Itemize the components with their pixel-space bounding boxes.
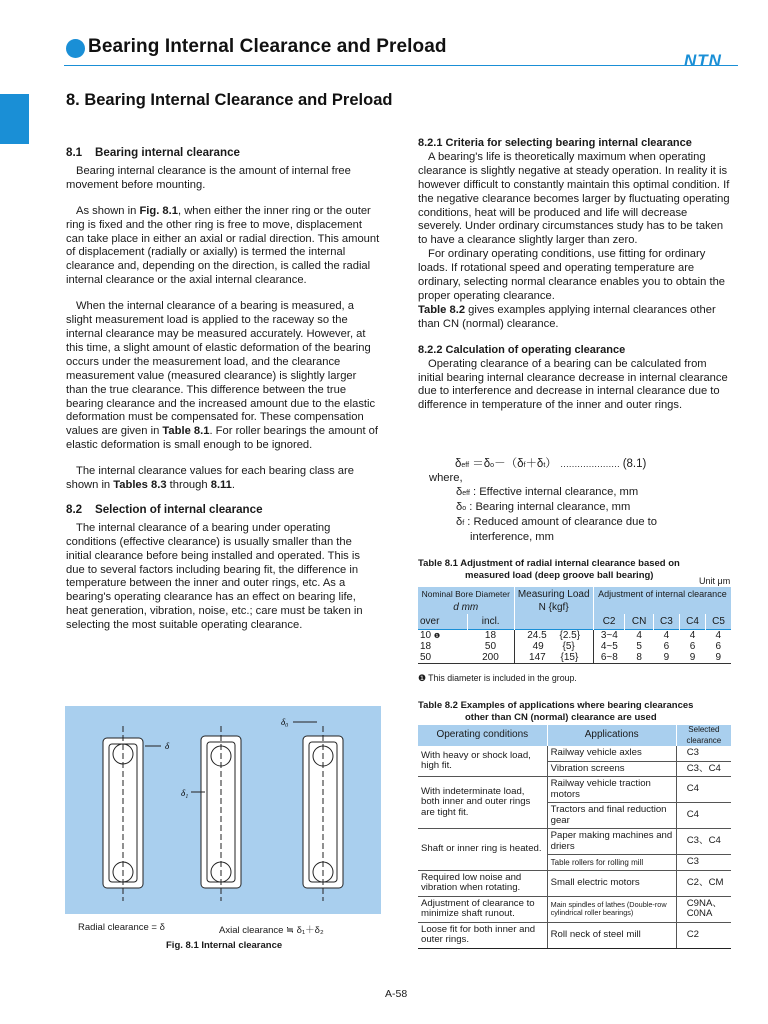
chapter-title: 8. Bearing Internal Clearance and Preload <box>66 91 393 109</box>
table-row: Table rollers for rolling mill C3 <box>418 855 731 871</box>
table-row: Shaft or inner ring is heated. Paper making machines and driers C3、C4 <box>418 829 731 855</box>
axial-caption: Axial clearance ≒ δ₁＋δ₂ <box>219 925 324 936</box>
page-header <box>64 36 738 66</box>
figure-title: Fig. 8.1 Internal clearance <box>166 940 283 951</box>
header-title: Bearing Internal Clearance and Preload <box>88 36 447 57</box>
bearing-diagram <box>65 706 381 914</box>
section-heading-8-2-2: 8.2.2 Calculation of operating clearance <box>418 343 626 356</box>
table-reference[interactable]: Table 8.2 <box>418 303 466 316</box>
paragraph: Bearing internal clearance is the amount of internal free movement before mounting. <box>66 164 351 191</box>
section-heading-8-2: 8.2 Selection of internal clearance <box>66 502 263 516</box>
radial-caption: Radial clearance = δ <box>78 922 165 933</box>
table-row: Loose fit for both inner and outer rings. Roll neck of steel mill C2 <box>418 922 731 948</box>
table-8-1-caption: Table 8.1 Adjustment of radial internal clearance based on measured load (deep groove ball bearing) <box>418 558 680 581</box>
label-delta1: δ₁ <box>181 788 189 798</box>
label-delta: δ <box>165 741 170 751</box>
formula-8-1: δeff ＝δo－（δf＋δt） ………………… (8.1) <box>455 458 647 470</box>
table-row: Vibration screens C3、C4 <box>418 761 731 777</box>
page-number: A-58 <box>385 988 408 1000</box>
table-reference[interactable]: 8.11 <box>210 479 232 492</box>
label-delta0: δ₀ <box>281 717 289 727</box>
section-heading-8-1: 8.1 Bearing internal clearance <box>66 146 240 159</box>
bullet-dot-icon <box>66 39 85 58</box>
left-column <box>66 146 380 633</box>
table-8-2: Operating conditions Applications Selected clearance With heavy or shock load, high fit. Railway vehicle axles C3 Vibration screens C3、C4 With indeterminate load, both inner and outer rings are tight fit. Railway vehicle traction motors C4 Tractors and final reduction gear C4 Shaft or inner ring is heated. Paper making machines and driers C3、C4 Table rollers for rolling mill C3 Required low noise and vibration when rotating. Small electric motors C2、CM Adjustment of clearance to minimize shaft runout. Main spindles of lathes (Double-row cylindrical roller bearings) C9NA、C0NA Loose fit for both inner and outer rings. Roll neck of steel mill C2 <box>418 725 731 949</box>
section-heading-8-2-1: 8.2.1 Criteria for selecting bearing internal clearance <box>418 137 692 149</box>
right-column <box>418 137 732 413</box>
paragraph: Table 8.2 gives examples applying internal clearances other than CN (normal) clearance. <box>418 303 716 330</box>
table-reference[interactable]: Table 8.1 <box>162 425 210 438</box>
paragraph: As shown in Fig. 8.1, when either the inner ring or the outer ring is fixed and the other ring is free to move, displacement can take place in either an axial or radial direction. This amount of displacement (radially or axially) is termed the internal clearance and, depending on the direction, is called the radial internal clearance or the axial internal clearance. <box>66 204 380 287</box>
figure-internal-clearance <box>65 706 381 914</box>
table-8-1-note: ❶ This diameter is included in the group. <box>418 673 577 683</box>
paragraph: Operating clearance of a bearing can be calculated from initial bearing internal clearance decrease in internal clearance due to interference and decrease in internal clearance due to difference in temperature of the inner and outer rings. <box>418 357 728 412</box>
paragraph: The internal clearance values for each bearing class are shown in Tables 8.3 through 8.11. <box>66 465 354 492</box>
section-tab <box>0 94 29 144</box>
table-row: 50 200 147 {15} 6~8 8 9 9 9 <box>418 652 731 664</box>
table-row: 18 50 49 {5} 4~5 5 6 6 6 <box>418 641 731 652</box>
table-row: With heavy or shock load, high fit. Railway vehicle axles C3 <box>418 746 731 761</box>
paragraph: A bearing's life is theoretically maximum when operating clearance is slightly negative at steady operation. In reality it is however difficult to constantly maintain this optimal condition. If the negative clearance becomes larger by fluctuating operating conditions, heat will be produced and life will decrease severely. Under ordinary circumstances study has to be taken to have a clearance slightly larger than zero. <box>418 150 730 247</box>
table-row: Tractors and final reduction gear C4 <box>418 803 731 829</box>
table-row: 10 ❶ 18 24.5 {2.5} 3~4 4 4 4 4 <box>418 629 731 641</box>
figure-captions <box>78 922 378 936</box>
paragraph: When the internal clearance of a bearing is measured, a slight measurement load is applied to the raceway so the internal clearance may be measured accurately. However, at this time, a slight amount of elastic deformation of the bearing occurs under the measurement load, and the clearance measurement value (measured clearance) is slightly larger than the true clearance. This difference between the true bearing clearance and the increased amount due to the elastic deformation must be compensated for. These compensation values are given in Table 8.1. For roller bearings the amount of elastic deformation is small enough to be ignored. <box>66 300 378 452</box>
table-row: With indeterminate load, both inner and outer rings are tight fit. Railway vehicle traction motors C4 <box>418 777 731 803</box>
table-8-1: Nominal Bore Diameter Measuring Load Adjustment of internal clearance d mm N {kgf} over incl. C2 CN C3 C4 C5 10 ❶ 18 24.5 {2.5} 3~4 4 4 4 4 18 50 49 {5} 4~5 5 6 6 6 50 200 147 {15} 6~8 8 9 9 9 <box>418 587 731 664</box>
paragraph: The internal clearance of a bearing under operating conditions (effective clearance) is usually smaller than the initial clearance before being installed and operated. This is due to several factors including bearing fit, the difference in temperature between the inner and outer rings, etc. As a bearing's operating clearance has an effect on bearing life, heat generation, vibration, noise, etc.; care must be taken in selecting the most suitable operating clearance. <box>66 521 363 632</box>
table-reference[interactable]: Tables 8.3 <box>113 479 167 492</box>
ntn-logo: NTN <box>684 51 722 70</box>
fig-reference[interactable]: Fig. 8.1 <box>139 204 178 217</box>
table-row: Adjustment of clearance to minimize shaft runout. Main spindles of lathes (Double-row cylindrical roller bearings) C9NA、C0NA <box>418 896 731 922</box>
table-row: Required low noise and vibration when rotating. Small electric motors C2、CM <box>418 870 731 896</box>
table-8-2-caption: Table 8.2 Examples of applications where bearing clearances other than CN (normal) clearance are used <box>418 700 694 723</box>
unit-label: Unit μm <box>699 576 731 586</box>
paragraph: For ordinary operating conditions, use fitting for ordinary loads. If rotational speed and operating temperature are ordinary, selecting normal clearance enables you to obtain the proper operating clearance. <box>418 248 726 302</box>
formula-definitions: where, δeff : Effective internal clearance, mm δo : Bearing internal clearance, mm δf : Reduced amount of clearance due to interference, mm <box>429 472 657 543</box>
